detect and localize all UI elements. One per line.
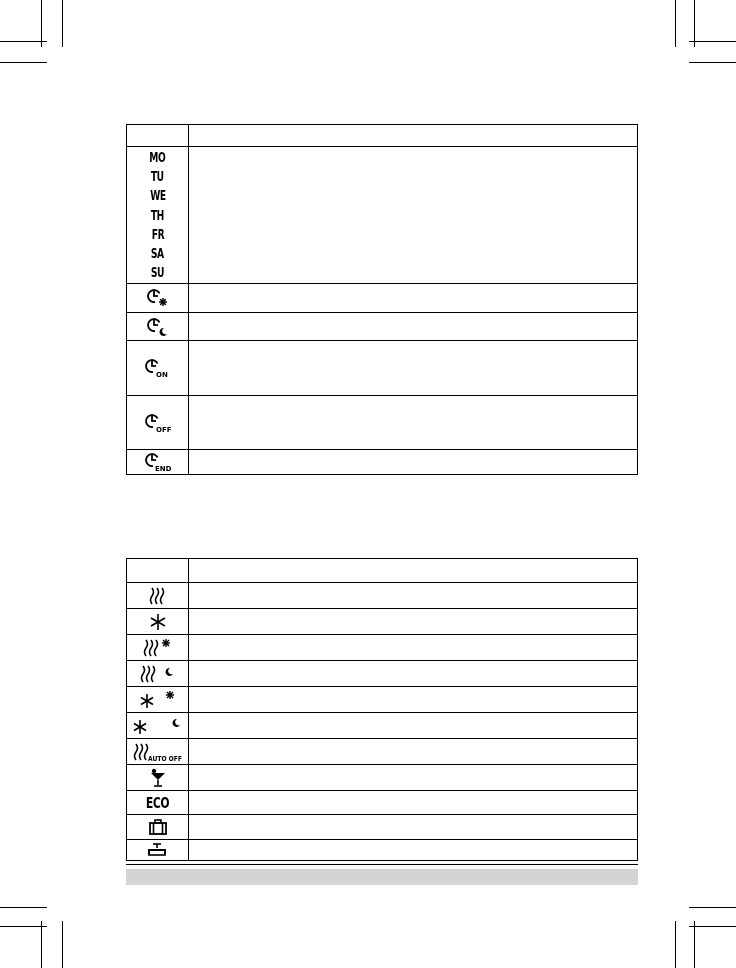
crop-mark xyxy=(41,0,42,47)
weekday-list xyxy=(127,147,188,283)
table-row xyxy=(127,147,638,284)
party-cocktail-icon xyxy=(148,768,168,788)
table-row xyxy=(127,284,638,313)
day-monday: MO xyxy=(149,151,166,166)
clock-night-icon xyxy=(146,316,170,338)
day-wednesday: WE xyxy=(149,189,166,205)
crop-mark xyxy=(675,0,676,47)
eco-icon: ECO xyxy=(145,793,170,812)
crop-mark xyxy=(0,907,47,908)
timer-on-label: ON xyxy=(155,371,168,380)
heating-auto-off-icon xyxy=(133,742,183,762)
crop-mark xyxy=(0,41,47,42)
footer-rule xyxy=(126,864,638,865)
table-row xyxy=(127,635,638,661)
timer-off-icon xyxy=(144,412,172,434)
crop-mark xyxy=(694,0,695,47)
crop-mark xyxy=(0,62,47,63)
table-row xyxy=(127,396,638,450)
table-header-row xyxy=(127,125,638,147)
table-row xyxy=(127,765,638,791)
holiday-suitcase-icon xyxy=(148,818,168,836)
day-friday: FR xyxy=(151,227,164,243)
table-row xyxy=(127,840,638,861)
mode-symbols-table xyxy=(126,558,638,861)
table-row xyxy=(127,341,638,396)
heating-night-icon xyxy=(140,664,176,684)
crop-mark xyxy=(41,921,42,968)
crop-mark xyxy=(694,921,695,968)
heating-icon xyxy=(149,586,167,606)
table-header-row xyxy=(127,559,638,583)
auto-off-label: AUTO OFF xyxy=(147,754,182,763)
cooling-comfort-icon xyxy=(139,690,177,710)
timer-end-label: END xyxy=(154,465,171,474)
crop-mark xyxy=(689,926,736,927)
timer-end-icon xyxy=(144,451,172,473)
table-row xyxy=(127,739,638,765)
table-row xyxy=(127,687,638,713)
heating-comfort-icon xyxy=(143,638,173,658)
table-row xyxy=(127,609,638,635)
table-row xyxy=(127,661,638,687)
table-row xyxy=(127,713,638,739)
table-row xyxy=(127,450,638,475)
crop-mark xyxy=(675,921,676,968)
crop-mark xyxy=(689,41,736,42)
crop-mark xyxy=(62,921,63,968)
crop-mark xyxy=(689,62,736,63)
footer-grey-bar xyxy=(126,869,638,885)
table-row xyxy=(127,791,638,815)
day-sunday: SU xyxy=(150,266,165,282)
table-row xyxy=(127,583,638,609)
crop-mark xyxy=(62,0,63,47)
day-saturday: SA xyxy=(151,247,164,263)
crop-mark xyxy=(689,907,736,908)
cooling-icon xyxy=(148,612,168,632)
table-row xyxy=(127,815,638,840)
day-thursday: TH xyxy=(150,208,165,224)
table-row xyxy=(127,313,638,341)
crop-mark xyxy=(0,926,47,927)
program-symbols-table xyxy=(126,124,638,475)
cooling-night-icon xyxy=(132,716,184,736)
timer-on-icon xyxy=(144,357,172,379)
clock-comfort-icon xyxy=(146,287,170,309)
hot-water-tap-icon xyxy=(147,842,169,858)
timer-off-label: OFF xyxy=(155,425,172,434)
day-tuesday: TU xyxy=(151,170,164,186)
